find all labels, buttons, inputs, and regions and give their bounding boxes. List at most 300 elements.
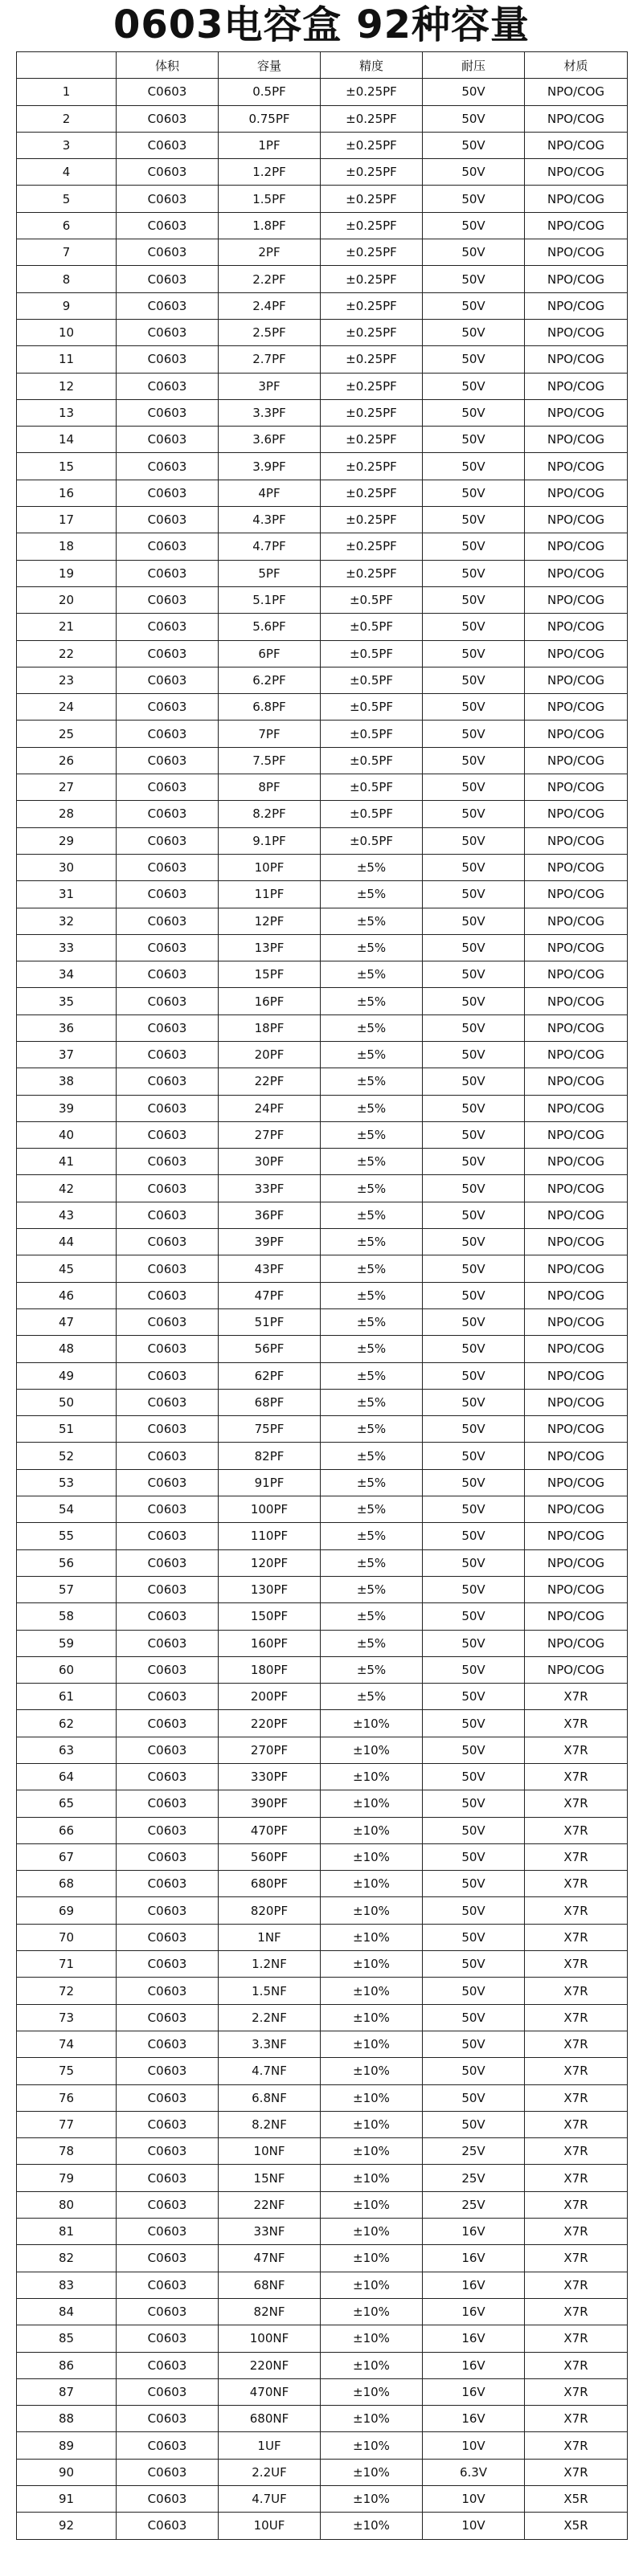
cell-index: 50 [17,1389,117,1415]
cell-tolerance: ±5% [321,1496,423,1523]
table-row [17,373,628,399]
cell-voltage: 25V [423,2138,525,2165]
table-row [17,2378,628,2405]
cell-index: 9 [17,292,117,319]
cell-capacitance: 51PF [219,1308,321,1335]
table-row [17,1523,628,1549]
cell-dielectric: NPO/COG [525,427,628,453]
header-tolerance: 精度 [321,52,423,79]
cell-capacitance: 10PF [219,854,321,880]
cell-tolerance: ±0.25PF [321,319,423,345]
cell-voltage: 50V [423,1737,525,1763]
cell-voltage: 50V [423,1202,525,1228]
cell-dielectric: NPO/COG [525,1389,628,1415]
cell-voltage: 50V [423,988,525,1014]
table-row [17,2486,628,2513]
cell-voltage: 50V [423,881,525,908]
cell-package: C0603 [117,1202,219,1228]
cell-capacitance: 220PF [219,1710,321,1737]
cell-index: 23 [17,667,117,693]
cell-dielectric: NPO/COG [525,1656,628,1683]
cell-index: 42 [17,1175,117,1202]
cell-voltage: 50V [423,827,525,854]
cell-capacitance: 1.2NF [219,1951,321,1978]
cell-capacitance: 5.6PF [219,614,321,640]
table-row [17,2165,628,2191]
cell-tolerance: ±0.25PF [321,480,423,506]
cell-package: C0603 [117,1684,219,1710]
cell-tolerance: ±10% [321,2486,423,2513]
cell-index: 30 [17,854,117,880]
cell-dielectric: NPO/COG [525,1416,628,1443]
cell-voltage: 50V [423,1630,525,1656]
cell-dielectric: NPO/COG [525,1068,628,1095]
cell-package: C0603 [117,2031,219,2057]
cell-capacitance: 2PF [219,239,321,266]
cell-voltage: 50V [423,640,525,667]
cell-dielectric: NPO/COG [525,346,628,373]
cell-package: C0603 [117,1175,219,1202]
cell-dielectric: X7R [525,2459,628,2485]
cell-voltage: 50V [423,2058,525,2084]
cell-voltage: 50V [423,1871,525,1897]
cell-voltage: 50V [423,560,525,586]
cell-index: 65 [17,1790,117,1817]
cell-index: 66 [17,1817,117,1843]
cell-capacitance: 6.8NF [219,2084,321,2111]
cell-package: C0603 [117,2513,219,2539]
cell-capacitance: 4PF [219,480,321,506]
cell-voltage: 50V [423,1924,525,1950]
table-row [17,586,628,613]
cell-tolerance: ±0.25PF [321,507,423,533]
cell-capacitance: 10NF [219,2138,321,2165]
cell-capacitance: 100PF [219,1496,321,1523]
cell-voltage: 50V [423,1817,525,1843]
cell-package: C0603 [117,1496,219,1523]
cell-dielectric: NPO/COG [525,533,628,560]
table-row [17,1095,628,1121]
cell-tolerance: ±10% [321,2084,423,2111]
cell-capacitance: 3.6PF [219,427,321,453]
cell-voltage: 50V [423,1978,525,2004]
cell-dielectric: NPO/COG [525,614,628,640]
table-row [17,319,628,345]
cell-tolerance: ±5% [321,1576,423,1602]
cell-dielectric: X7R [525,1924,628,1950]
table-row [17,640,628,667]
cell-package: C0603 [117,533,219,560]
table-row [17,1576,628,1602]
cell-index: 57 [17,1576,117,1602]
cell-package: C0603 [117,774,219,801]
table-body [17,79,628,2539]
cell-capacitance: 0.5PF [219,79,321,105]
cell-voltage: 50V [423,1068,525,1095]
table-row [17,827,628,854]
cell-voltage: 50V [423,961,525,988]
cell-voltage: 50V [423,453,525,480]
cell-voltage: 50V [423,1149,525,1175]
cell-index: 41 [17,1149,117,1175]
cell-voltage: 50V [423,1790,525,1817]
cell-voltage: 25V [423,2165,525,2191]
cell-voltage: 50V [423,1576,525,1602]
cell-package: C0603 [117,586,219,613]
cell-dielectric: NPO/COG [525,1576,628,1602]
cell-dielectric: NPO/COG [525,881,628,908]
table-row [17,1737,628,1763]
cell-index: 34 [17,961,117,988]
cell-tolerance: ±5% [321,1684,423,1710]
cell-dielectric: NPO/COG [525,908,628,934]
cell-voltage: 50V [423,1362,525,1389]
cell-package: C0603 [117,2191,219,2218]
cell-voltage: 50V [423,1951,525,1978]
cell-tolerance: ±5% [321,1389,423,1415]
cell-index: 20 [17,586,117,613]
cell-tolerance: ±0.25PF [321,292,423,319]
table-row [17,212,628,239]
cell-tolerance: ±10% [321,1978,423,2004]
cell-tolerance: ±5% [321,934,423,961]
cell-capacitance: 3.9PF [219,453,321,480]
cell-index: 35 [17,988,117,1014]
cell-dielectric: NPO/COG [525,854,628,880]
table-row [17,1496,628,1523]
cell-tolerance: ±0.25PF [321,373,423,399]
cell-voltage: 50V [423,1897,525,1924]
cell-voltage: 50V [423,239,525,266]
cell-dielectric: X7R [525,1951,628,1978]
table-row [17,1871,628,1897]
cell-capacitance: 680NF [219,2406,321,2432]
cell-tolerance: ±5% [321,1469,423,1496]
cell-dielectric: X7R [525,1764,628,1790]
cell-index: 56 [17,1549,117,1576]
cell-package: C0603 [117,266,219,292]
cell-capacitance: 4.7PF [219,533,321,560]
cell-capacitance: 24PF [219,1095,321,1121]
table-row [17,507,628,533]
cell-dielectric: NPO/COG [525,774,628,801]
cell-capacitance: 1.8PF [219,212,321,239]
cell-package: C0603 [117,427,219,453]
cell-capacitance: 2.4PF [219,292,321,319]
cell-dielectric: NPO/COG [525,212,628,239]
cell-capacitance: 3.3PF [219,399,321,426]
cell-tolerance: ±5% [321,1149,423,1175]
cell-package: C0603 [117,1656,219,1683]
cell-tolerance: ±0.5PF [321,721,423,747]
cell-package: C0603 [117,2138,219,2165]
cell-package: C0603 [117,346,219,373]
cell-voltage: 50V [423,79,525,105]
cell-package: C0603 [117,1336,219,1362]
cell-index: 44 [17,1229,117,1255]
cell-capacitance: 3.3NF [219,2031,321,2057]
cell-package: C0603 [117,1978,219,2004]
cell-capacitance: 8.2NF [219,2111,321,2137]
cell-dielectric: X7R [525,1897,628,1924]
table-row [17,1469,628,1496]
cell-package: C0603 [117,212,219,239]
cell-capacitance: 100NF [219,2325,321,2352]
cell-index: 69 [17,1897,117,1924]
cell-tolerance: ±0.25PF [321,105,423,132]
cell-dielectric: X5R [525,2513,628,2539]
cell-dielectric: NPO/COG [525,961,628,988]
cell-capacitance: 4.7UF [219,2486,321,2513]
table-row [17,2111,628,2137]
cell-capacitance: 16PF [219,988,321,1014]
cell-package: C0603 [117,2298,219,2325]
cell-tolerance: ±5% [321,1229,423,1255]
cell-voltage: 50V [423,1656,525,1683]
cell-tolerance: ±10% [321,2191,423,2218]
cell-voltage: 50V [423,1308,525,1335]
table-row [17,908,628,934]
cell-voltage: 50V [423,1389,525,1415]
cell-tolerance: ±5% [321,1095,423,1121]
table-row [17,560,628,586]
cell-voltage: 50V [423,1095,525,1121]
cell-dielectric: NPO/COG [525,239,628,266]
cell-capacitance: 36PF [219,1202,321,1228]
cell-dielectric: NPO/COG [525,132,628,158]
cell-index: 92 [17,2513,117,2539]
cell-voltage: 50V [423,908,525,934]
cell-dielectric: NPO/COG [525,1523,628,1549]
cell-package: C0603 [117,292,219,319]
cell-index: 43 [17,1202,117,1228]
cell-tolerance: ±5% [321,961,423,988]
cell-capacitance: 130PF [219,1576,321,1602]
cell-voltage: 50V [423,1549,525,1576]
cell-capacitance: 270PF [219,1737,321,1763]
table-row [17,1389,628,1415]
cell-package: C0603 [117,1817,219,1843]
cell-voltage: 50V [423,854,525,880]
cell-package: C0603 [117,721,219,747]
cell-tolerance: ±10% [321,1951,423,1978]
cell-voltage: 16V [423,2298,525,2325]
cell-package: C0603 [117,1630,219,1656]
cell-tolerance: ±5% [321,1549,423,1576]
cell-index: 33 [17,934,117,961]
cell-voltage: 50V [423,2004,525,2031]
cell-tolerance: ±0.25PF [321,399,423,426]
cell-capacitance: 11PF [219,881,321,908]
cell-capacitance: 2.2PF [219,266,321,292]
cell-package: C0603 [117,854,219,880]
cell-dielectric: NPO/COG [525,560,628,586]
table-row [17,2406,628,2432]
cell-index: 83 [17,2272,117,2298]
cell-tolerance: ±10% [321,1710,423,1737]
cell-dielectric: X7R [525,2219,628,2245]
cell-capacitance: 6PF [219,640,321,667]
cell-package: C0603 [117,1951,219,1978]
cell-index: 1 [17,79,117,105]
cell-index: 59 [17,1630,117,1656]
table-row [17,614,628,640]
cell-package: C0603 [117,881,219,908]
cell-voltage: 50V [423,1764,525,1790]
cell-voltage: 50V [423,1684,525,1710]
cell-package: C0603 [117,1149,219,1175]
cell-tolerance: ±0.25PF [321,239,423,266]
cell-package: C0603 [117,2406,219,2432]
cell-index: 88 [17,2406,117,2432]
table-row [17,1843,628,1870]
cell-index: 24 [17,694,117,721]
cell-capacitance: 7.5PF [219,747,321,774]
cell-tolerance: ±0.25PF [321,453,423,480]
cell-package: C0603 [117,908,219,934]
header-dielectric: 材质 [525,52,628,79]
cell-capacitance: 27PF [219,1121,321,1148]
cell-package: C0603 [117,2459,219,2485]
cell-package: C0603 [117,2352,219,2378]
cell-tolerance: ±5% [321,908,423,934]
cell-index: 10 [17,319,117,345]
cell-voltage: 50V [423,1121,525,1148]
cell-capacitance: 470PF [219,1817,321,1843]
cell-dielectric: NPO/COG [525,1336,628,1362]
cell-voltage: 50V [423,747,525,774]
table-row [17,1684,628,1710]
cell-dielectric: NPO/COG [525,721,628,747]
cell-index: 47 [17,1308,117,1335]
capacitor-table [16,51,628,2540]
table-header-row [17,52,628,79]
cell-voltage: 6.3V [423,2459,525,2485]
cell-capacitance: 1PF [219,132,321,158]
cell-capacitance: 6.2PF [219,667,321,693]
cell-voltage: 50V [423,1175,525,1202]
cell-voltage: 16V [423,2352,525,2378]
cell-capacitance: 1NF [219,1924,321,1950]
cell-capacitance: 22NF [219,2191,321,2218]
cell-tolerance: ±10% [321,1897,423,1924]
cell-package: C0603 [117,2111,219,2137]
cell-index: 38 [17,1068,117,1095]
table-row [17,1336,628,1362]
cell-dielectric: NPO/COG [525,801,628,827]
cell-capacitance: 110PF [219,1523,321,1549]
cell-tolerance: ±0.5PF [321,827,423,854]
cell-index: 80 [17,2191,117,2218]
cell-index: 5 [17,186,117,212]
cell-dielectric: X7R [525,2432,628,2459]
cell-index: 78 [17,2138,117,2165]
cell-package: C0603 [117,2004,219,2031]
cell-capacitance: 33PF [219,1175,321,1202]
table-row [17,1175,628,1202]
header-package: 体积 [117,52,219,79]
cell-dielectric: X7R [525,2138,628,2165]
table-row [17,2219,628,2245]
table-row [17,453,628,480]
table-row [17,2004,628,2031]
cell-index: 22 [17,640,117,667]
cell-capacitance: 4.7NF [219,2058,321,2084]
cell-voltage: 10V [423,2486,525,2513]
table-row [17,480,628,506]
cell-dielectric: X7R [525,2004,628,2031]
table-row [17,1014,628,1041]
cell-capacitance: 8PF [219,774,321,801]
cell-index: 7 [17,239,117,266]
cell-capacitance: 390PF [219,1790,321,1817]
cell-tolerance: ±0.5PF [321,774,423,801]
table-row [17,2513,628,2539]
cell-dielectric: X7R [525,1843,628,1870]
cell-index: 90 [17,2459,117,2485]
cell-dielectric: NPO/COG [525,507,628,533]
cell-tolerance: ±10% [321,1817,423,1843]
cell-package: C0603 [117,1843,219,1870]
cell-dielectric: NPO/COG [525,79,628,105]
table-row [17,1068,628,1095]
cell-voltage: 50V [423,212,525,239]
cell-dielectric: NPO/COG [525,1041,628,1068]
cell-index: 75 [17,2058,117,2084]
cell-dielectric: X7R [525,2191,628,2218]
cell-tolerance: ±5% [321,1041,423,1068]
cell-capacitance: 5PF [219,560,321,586]
table-row [17,1443,628,1469]
cell-tolerance: ±10% [321,2004,423,2031]
cell-package: C0603 [117,79,219,105]
table-row [17,881,628,908]
cell-capacitance: 120PF [219,1549,321,1576]
cell-capacitance: 180PF [219,1656,321,1683]
cell-capacitance: 8.2PF [219,801,321,827]
cell-index: 49 [17,1362,117,1389]
cell-voltage: 50V [423,1710,525,1737]
table-row [17,132,628,158]
table-row [17,159,628,186]
table-row [17,1255,628,1282]
cell-voltage: 50V [423,480,525,506]
cell-dielectric: NPO/COG [525,1549,628,1576]
cell-tolerance: ±0.5PF [321,667,423,693]
cell-capacitance: 1.5NF [219,1978,321,2004]
cell-capacitance: 4.3PF [219,507,321,533]
table-row [17,1416,628,1443]
cell-package: C0603 [117,1362,219,1389]
cell-index: 68 [17,1871,117,1897]
table-row [17,2191,628,2218]
cell-voltage: 50V [423,721,525,747]
cell-package: C0603 [117,934,219,961]
cell-index: 73 [17,2004,117,2031]
cell-voltage: 50V [423,586,525,613]
cell-capacitance: 47NF [219,2245,321,2272]
cell-tolerance: ±10% [321,2325,423,2352]
cell-tolerance: ±0.25PF [321,212,423,239]
cell-dielectric: X7R [525,2031,628,2057]
cell-capacitance: 160PF [219,1630,321,1656]
cell-capacitance: 9.1PF [219,827,321,854]
table-row [17,1282,628,1308]
cell-index: 39 [17,1095,117,1121]
cell-voltage: 50V [423,1469,525,1496]
cell-tolerance: ±5% [321,1255,423,1282]
table-row [17,1308,628,1335]
